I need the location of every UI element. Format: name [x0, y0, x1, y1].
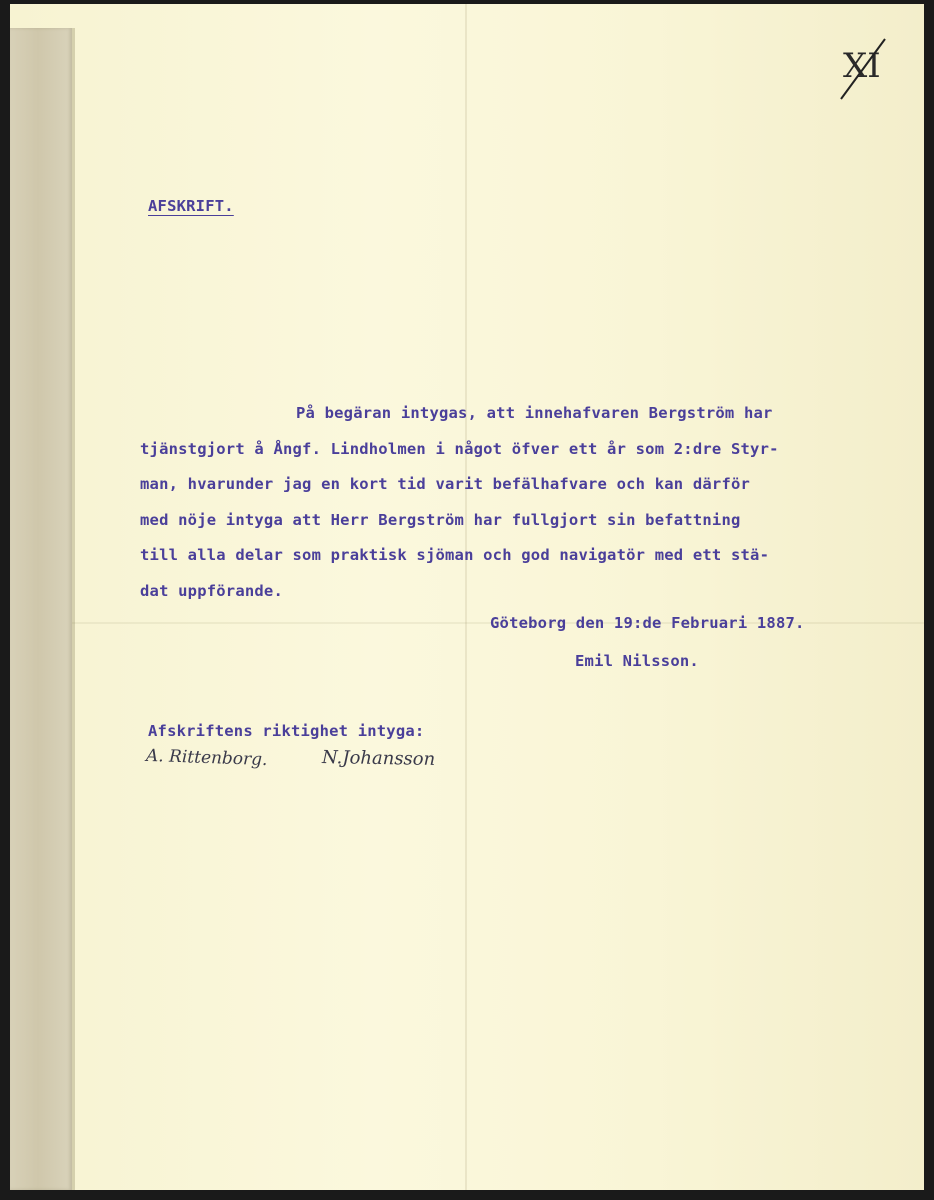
body-line: med nöje intyga att Herr Bergström har fullgjort sin befattning [140, 510, 741, 529]
document-title: AFSKRIFT. [148, 197, 234, 215]
document-page [10, 4, 924, 1190]
body-line: tjänstgjort å Ångf. Lindholmen i något öfver ett år som 2:dre Styr- [140, 439, 779, 458]
body-line: till alla delar som praktisk sjöman och god navigatör med ett stä- [140, 546, 770, 564]
corner-mark-text: XI [843, 46, 881, 86]
corner-mark-xi [835, 29, 895, 104]
signature-rittenborg: A. Rittenborg. [145, 745, 268, 771]
place-and-date: Göteborg den 19:de Februari 1887. [490, 614, 805, 632]
body-line: dat uppförande. [140, 581, 283, 600]
certificate-body [140, 396, 779, 609]
body-line: På begäran intygas, att innehafvaren Bergström har [296, 404, 773, 422]
body-line: man, hvarunder jag en kort tid varit befälhafvare och kan därför [140, 475, 751, 493]
signer-name: Emil Nilsson. [575, 652, 699, 670]
binding-edge [72, 28, 75, 1190]
binding-strip [10, 28, 72, 1190]
attestation-label: Afskriftens riktighet intyga: [148, 722, 425, 740]
signature-johansson: N.Johansson [321, 747, 436, 770]
